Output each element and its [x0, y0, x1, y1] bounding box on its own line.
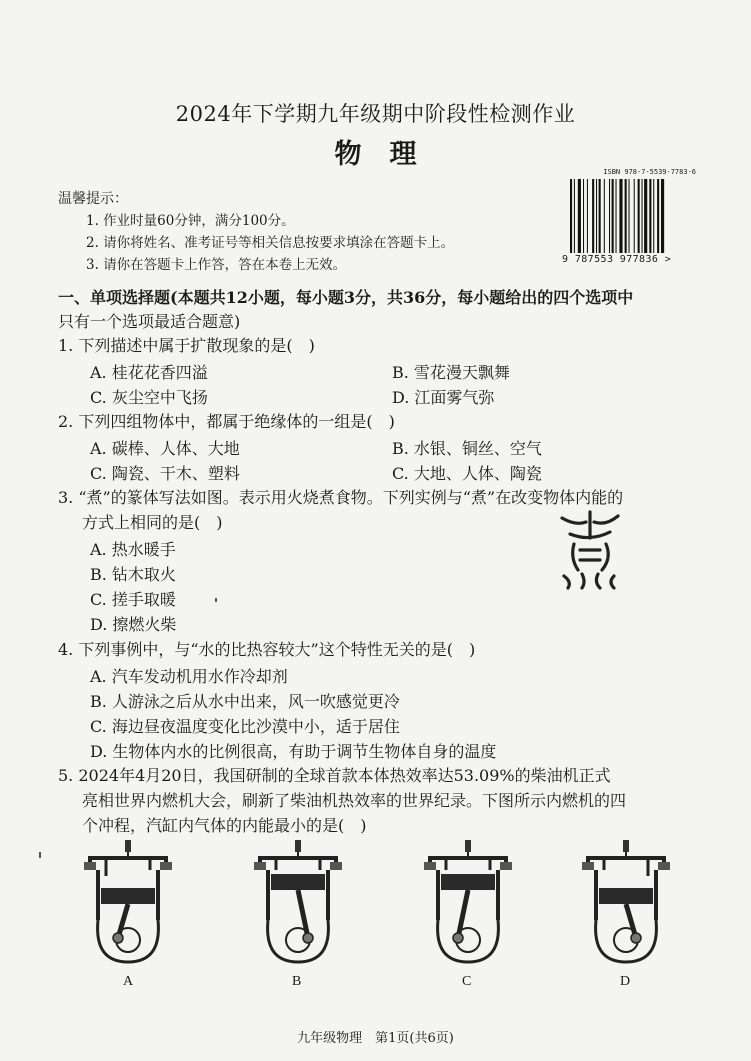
- barcode-bar: [604, 179, 605, 253]
- engine-strokes-figure: [80, 840, 680, 990]
- option: A. 汽车发动机用水作冷却剂: [90, 667, 288, 686]
- barcode-bar: [596, 179, 597, 253]
- question-stem: 个冲程，汽缸内气体的内能最小的是( ): [82, 816, 367, 835]
- engine-diagrams: [80, 840, 680, 970]
- option: C. 大地、人体、陶瓷: [392, 464, 542, 483]
- barcode-bar: [616, 179, 617, 253]
- isbn-barcode: [562, 168, 696, 266]
- option: A. 碳棒、人体、大地: [90, 439, 240, 458]
- tips-heading: 温馨提示：: [58, 191, 128, 207]
- figure-label-a: A: [123, 974, 134, 989]
- barcode-bar: [570, 179, 572, 253]
- barcode-bar: [653, 179, 654, 253]
- barcode-bar: [649, 179, 651, 253]
- question-stem: 5. 2024年4月20日，我国研制的全球首款本体热效率达53.09%的柴油机正式: [58, 766, 611, 785]
- barcode-bar: [619, 179, 622, 253]
- option: C. 陶瓷、干木、塑料: [90, 464, 240, 483]
- barcode-bar: [583, 179, 584, 253]
- tip-item: 2. 请你将姓名、准考证号等相关信息按要求填涂在答题卡上。: [86, 235, 455, 251]
- option: B. 水银、铜丝、空气: [392, 439, 542, 458]
- barcode-bar: [612, 179, 614, 253]
- figure-label-b: B: [292, 974, 302, 989]
- subject-title: 物理: [334, 139, 445, 170]
- option: B. 雪花漫天飘舞: [392, 363, 510, 382]
- question-stem: 1. 下列描述中属于扩散现象的是( ): [58, 336, 315, 355]
- barcode-bar: [587, 179, 588, 253]
- option: C. 灰尘空中飞扬: [90, 388, 208, 407]
- question-stem: 方式上相同的是( ): [82, 513, 223, 532]
- option: B. 人游泳之后从水中出来，风一吹感觉更冷: [90, 692, 400, 711]
- barcode-bar: [609, 179, 610, 253]
- barcode-bar: [625, 179, 627, 253]
- tip-item: 1. 作业时量60分钟，满分100分。: [86, 213, 295, 229]
- barcode-bar: [638, 179, 640, 253]
- barcode-bar: [642, 179, 643, 253]
- engine-diagram: [582, 840, 670, 962]
- barcode-bar: [657, 179, 659, 253]
- section-heading-line: 一、单项选择题(本题共12小题，每小题3分，共36分，每小题给出的四个选项中: [58, 288, 634, 307]
- barcode-bar: [578, 179, 581, 253]
- scan-mark: [215, 598, 217, 602]
- section-heading: [58, 286, 698, 334]
- question-stem: 2. 下列四组物体中，都属于绝缘体的一组是( ): [58, 412, 395, 431]
- option: C. 搓手取暖: [90, 590, 176, 609]
- exam-title: 2024年下学期九年级期中阶段性检测作业: [175, 102, 576, 126]
- question-stem: 4. 下列事例中，与“水的比热容较大”这个特性无关的是( ): [58, 640, 476, 659]
- isbn-top-text: ISBN 978-7-5539-7783-6: [603, 168, 696, 176]
- isbn-bottom-text: 9 787553 977836 >: [562, 254, 672, 265]
- barcode-bar: [574, 179, 575, 253]
- option: A. 桂花花香四溢: [90, 363, 208, 382]
- barcode-bar: [599, 179, 601, 253]
- section-heading-line: 只有一个选项最适合题意): [58, 312, 241, 331]
- barcode-bar: [592, 179, 594, 253]
- barcode-bar: [661, 179, 664, 253]
- option: C. 海边昼夜温度变化比沙漠中小，适于居住: [90, 717, 400, 736]
- question-stem: 亮相世界内燃机大会，刷新了柴油机热效率的世界纪录。下图所示内燃机的四: [82, 791, 627, 810]
- barcode-bars: [570, 179, 688, 253]
- figure-label-d: D: [620, 974, 631, 989]
- figure-label-c: C: [462, 974, 472, 989]
- option: A. 热水暖手: [90, 540, 176, 559]
- option: D. 擦燃火柴: [90, 615, 177, 634]
- barcode-bar: [634, 179, 635, 253]
- seal-script-glyph: [556, 508, 624, 590]
- scan-mark: [39, 852, 41, 858]
- barcode-bar: [629, 179, 630, 253]
- engine-diagram: [84, 840, 172, 962]
- page-footer: 九年级物理 第1页(共6页): [297, 1031, 454, 1046]
- barcode-bar: [644, 179, 647, 253]
- tip-item: 3. 请你在答题卡上作答，答在本卷上无效。: [86, 257, 347, 273]
- question-stem: 3. “煮”的篆体写法如图。表示用火烧煮食物。下列实例与“煮”在改变物体内能的: [58, 488, 624, 507]
- option: D. 江面雾气弥: [392, 388, 495, 407]
- engine-diagram: [424, 840, 512, 962]
- engine-diagram: [254, 840, 342, 962]
- option: B. 钻木取火: [90, 565, 176, 584]
- option: D. 生物体内水的比例很高，有助于调节生物体自身的温度: [90, 742, 497, 761]
